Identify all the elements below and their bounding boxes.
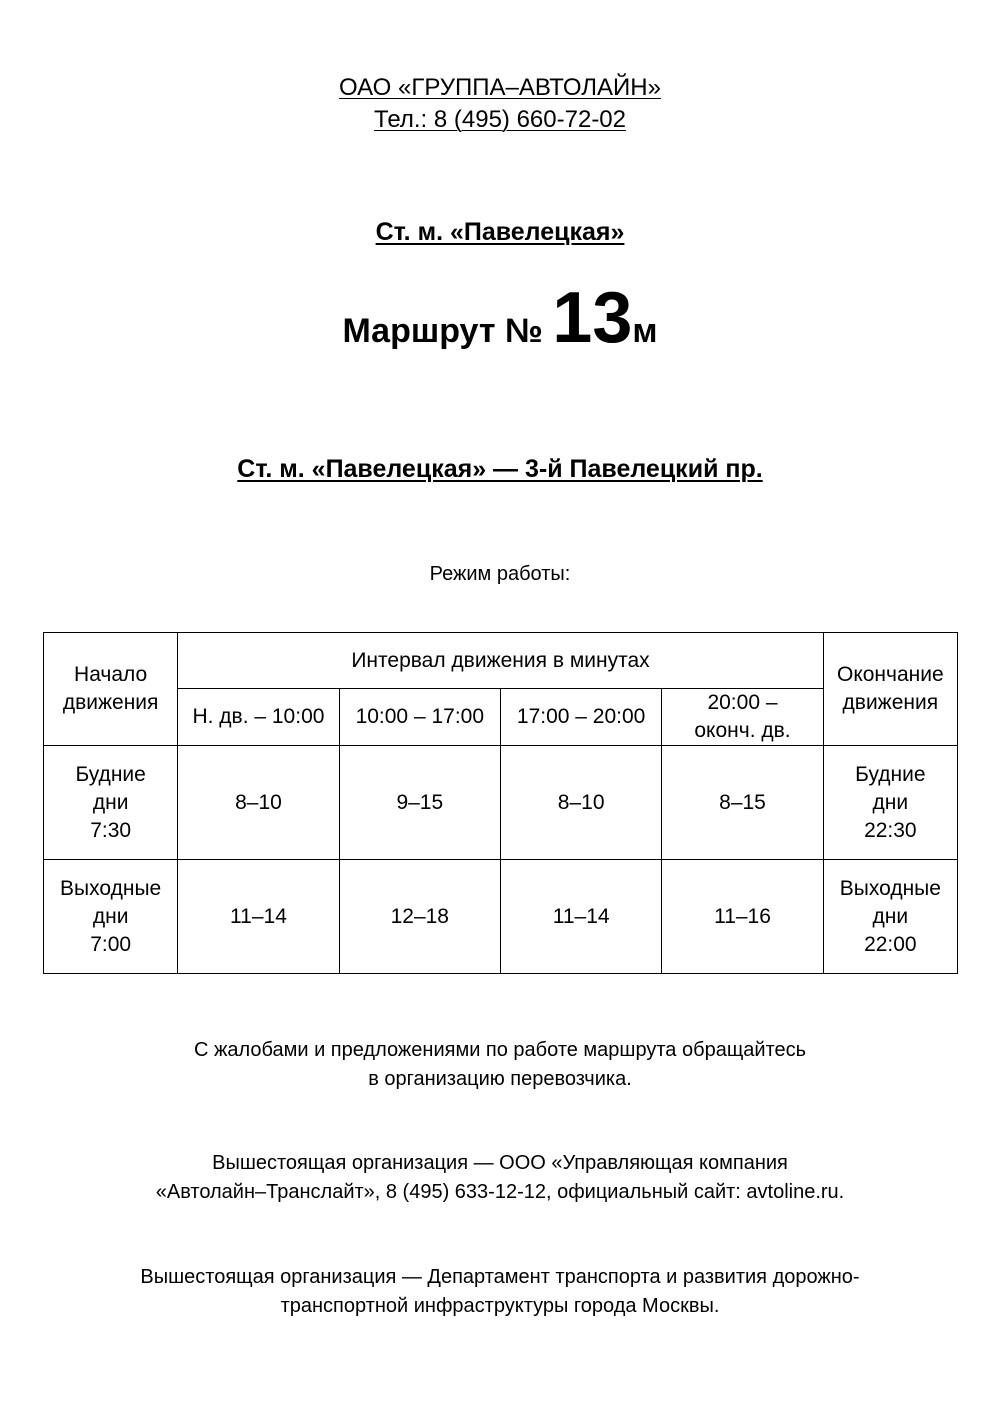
interval-cell: 8–10 xyxy=(500,746,661,860)
end-cell: Будние дни 22:30 xyxy=(823,746,957,860)
interval-header: Интервал движения в минутах xyxy=(178,633,823,689)
start-cell: Выходные дни 7:00 xyxy=(44,860,178,974)
interval-cell: 11–14 xyxy=(178,860,339,974)
route-prefix: Маршрут № xyxy=(342,312,543,350)
start-cell: Будние дни 7:30 xyxy=(44,746,178,860)
interval-column-header: 10:00 – 17:00 xyxy=(339,689,500,746)
company-phone: Тел.: 8 (495) 660-72-02 xyxy=(374,106,626,133)
interval-column-header: Н. дв. – 10:00 xyxy=(178,689,339,746)
interval-cell: 12–18 xyxy=(339,860,500,974)
table-row xyxy=(44,746,958,860)
interval-cell: 11–14 xyxy=(500,860,661,974)
station-title xyxy=(0,218,1000,247)
schedule-table xyxy=(43,632,958,974)
parent-organization-2: Вышестоящая организация — Департамент транспорта и развития дорожно- транспортной инфраструктуры города Москвы. xyxy=(140,1266,860,1317)
mode-label: Режим работы: xyxy=(429,563,571,585)
table-row xyxy=(44,860,958,974)
parent-organization-1: Вышестоящая организация — ООО «Управляющая компания «Автолайн–Транслайт», 8 (495) 633-12-12, официальный сайт: avtoline.ru. xyxy=(155,1152,845,1203)
route-path-text: Ст. м. «Павелецкая» — 3-й Павелецкий пр. xyxy=(237,455,763,483)
interval-cell: 11–16 xyxy=(662,860,823,974)
route-path xyxy=(0,455,1000,484)
end-header: Окончание движения xyxy=(823,633,957,746)
station-name: Ст. м. «Павелецкая» xyxy=(375,218,625,246)
route-suffix: м xyxy=(632,312,658,350)
end-cell: Выходные дни 22:00 xyxy=(823,860,957,974)
company-header xyxy=(0,72,1000,136)
interval-column-header: 17:00 – 20:00 xyxy=(500,689,661,746)
company-name: ОАО «ГРУППА–АВТОЛАЙН» xyxy=(339,74,661,101)
complaints-notice: С жалобами и предложениями по работе маршрута обращайтесь в организацию перевозчика. xyxy=(193,1039,807,1090)
interval-cell: 9–15 xyxy=(339,746,500,860)
start-header: Начало движения xyxy=(44,633,178,746)
interval-cell: 8–10 xyxy=(178,746,339,860)
interval-column-header: 20:00 – оконч. дв. xyxy=(662,689,823,746)
interval-cell: 8–15 xyxy=(662,746,823,860)
route-title xyxy=(0,278,1000,371)
route-number: 13 xyxy=(552,278,633,358)
